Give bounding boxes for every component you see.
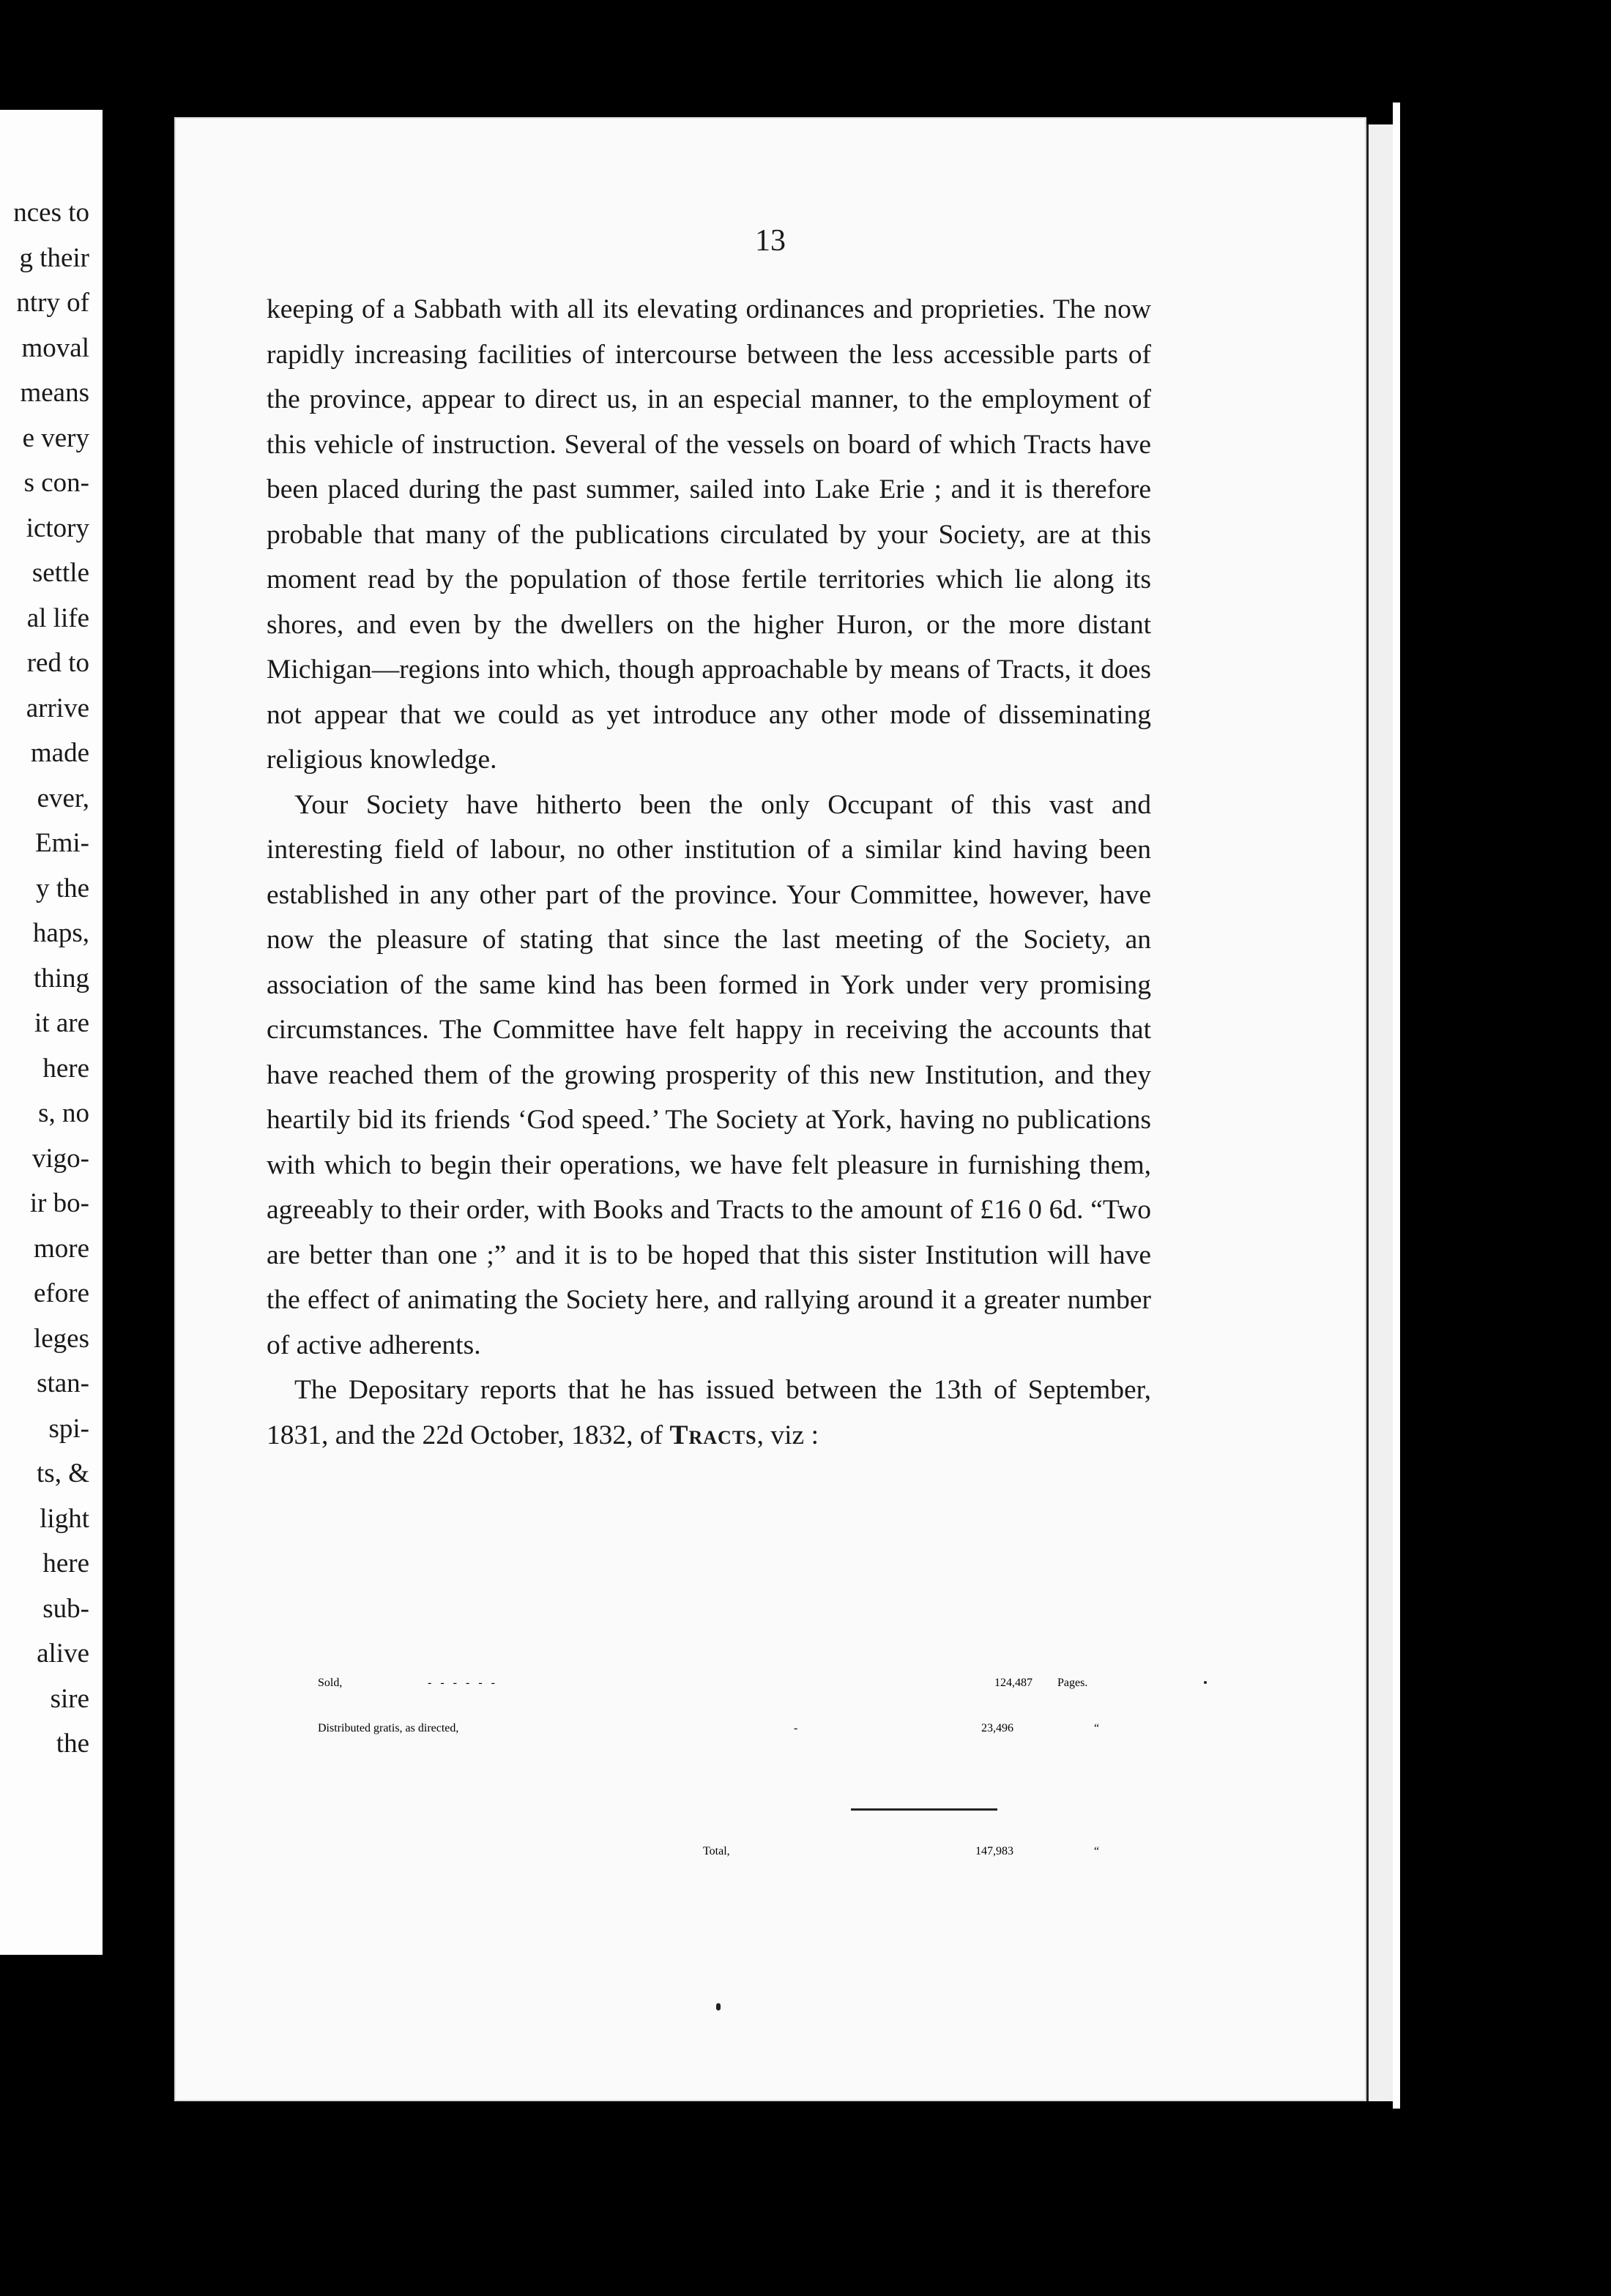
- left-page-line: ts, &: [37, 1458, 89, 1488]
- total-rule: [851, 1808, 997, 1811]
- total-unit: “: [1094, 1845, 1100, 1857]
- left-page-line: ever,: [37, 783, 89, 813]
- paragraph-3: [267, 1368, 1151, 1458]
- paragraph-1: keeping of a Sabbath with all its elevating ordinances and proprieties. The now rapidly increasing facilities of intercourse between the less accessible parts of the province, appear to direct us, in an especial manner, to the employment of this vehicle of instruction. Several of the vessels on board of which Tracts have been placed during the past summer, sailed into Lake Erie ; and it is therefore probable that many of the publications circulated by your Society, are at this moment read by the population of those fertile territories which lie along its shores, and even by the dwellers on the higher Huron, or the more distant Michigan—regions into which, though approachable by means of Tracts, it does not appear that we could as yet introduce any other mode of disseminating religious knowledge.: [267, 294, 1151, 775]
- left-page-line: y the: [36, 873, 89, 903]
- left-page-line: moval: [21, 332, 89, 363]
- ink-speck: [716, 2003, 721, 2010]
- depositary-text: The Depositary reports that he has issued between the 13th of September, 1831, and the 22d October, 1832, of: [267, 1375, 1151, 1450]
- paragraph-2: Your Society have hitherto been the only Occupant of this vast and interesting field of labour, no other institution of a similar kind having been established in any other part of the province. Your Committee, however, have now the pleasure of stating that since the last meeting of the Society, an association of the same kind has been formed in York under very promising circumstances. The Committee have felt happy in receiving the accounts that have reached them of the growing prosperity of this new Institution, and they heartily bid its friends ‘God speed.’ The Society at York, having no publications with which to begin their operations, we have felt pleasure in furnishing them, agreeably to their order, with Books and Tracts to the amount of £16 0 6d. “Two are better than one ;” and it is to be hoped that this sister Institution will have the effect of animating the Society here, and rallying around it a greater number of active adherents.: [267, 789, 1151, 1360]
- left-page-line: red to: [26, 648, 89, 678]
- previous-page-fragment: [0, 110, 103, 1955]
- left-page-line: alive: [37, 1639, 89, 1669]
- left-page-line: g their: [19, 242, 89, 273]
- left-page-line: nces to: [13, 198, 89, 228]
- gratis-label: Distributed gratis, as directed,: [318, 1722, 459, 1734]
- left-page-line: arrive: [26, 693, 89, 723]
- left-page-line: here: [42, 1053, 89, 1084]
- body-text: [267, 287, 1151, 1458]
- total-label: Total,: [703, 1845, 730, 1857]
- sold-dashes: - - - - - -: [428, 1677, 498, 1689]
- left-page-line: here: [42, 1548, 89, 1578]
- left-page-line: haps,: [32, 918, 89, 948]
- left-page-line: settle: [31, 558, 89, 588]
- left-page-line: made: [30, 738, 89, 768]
- left-page-line: Emi-: [35, 828, 89, 858]
- left-page-line: more: [33, 1233, 89, 1264]
- left-page-line: means: [20, 378, 89, 408]
- sold-value: 124,487: [994, 1677, 1033, 1689]
- left-page-line: stan-: [37, 1368, 89, 1398]
- page-edge: [1366, 124, 1393, 2101]
- left-page-line: al life: [26, 603, 89, 633]
- page-number: 13: [755, 224, 786, 258]
- left-page-line: sub-: [42, 1593, 89, 1624]
- left-page-line: efore: [34, 1278, 89, 1308]
- left-page-line: e very: [22, 422, 89, 453]
- tracts-suffix: , viz :: [756, 1420, 819, 1450]
- left-page-line: the: [56, 1729, 89, 1759]
- left-page-line: ntry of: [16, 288, 89, 318]
- gratis-unit: “: [1094, 1722, 1100, 1734]
- tracts-word: Tracts: [669, 1420, 757, 1450]
- left-page-line: leges: [33, 1323, 89, 1354]
- sold-unit: Pages.: [1057, 1677, 1088, 1689]
- left-page-line: s, no: [38, 1098, 89, 1128]
- gratis-value: 23,496: [981, 1722, 1013, 1734]
- sold-label: Sold,: [318, 1677, 343, 1689]
- left-page-line: spi-: [48, 1413, 89, 1444]
- left-page-line: light: [40, 1503, 89, 1534]
- left-page-line: sire: [50, 1683, 89, 1714]
- book-gutter: [103, 102, 176, 1962]
- gratis-dash: -: [794, 1722, 798, 1734]
- page-edge-outer: [1393, 102, 1400, 2109]
- book-page: [174, 117, 1366, 2101]
- left-page-line: ir bo-: [29, 1188, 89, 1218]
- left-page-line: ictory: [26, 512, 89, 543]
- total-value: 147,983: [975, 1845, 1013, 1857]
- left-page-line: it are: [34, 1008, 89, 1038]
- left-page-line: thing: [33, 963, 89, 994]
- left-page-line: vigo-: [31, 1143, 89, 1174]
- ink-speck: [1204, 1681, 1207, 1684]
- left-page-line: s con-: [23, 468, 89, 498]
